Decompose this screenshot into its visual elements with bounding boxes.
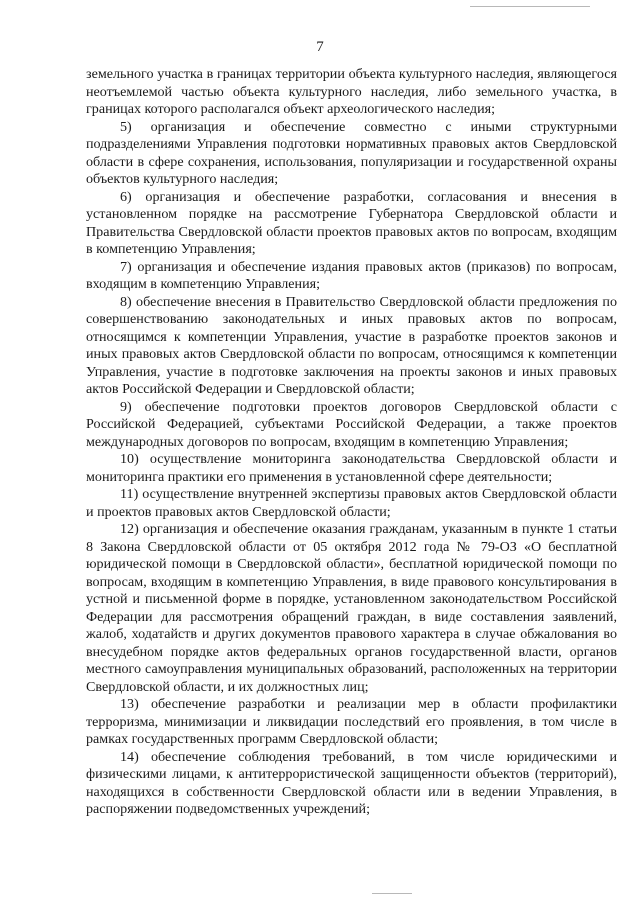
document-body xyxy=(86,66,617,819)
paragraph-item-7: 7) организация и обеспечение издания правовых актов (приказов) по вопросам, входящим в компетенцию Управления; xyxy=(86,258,617,292)
paragraph-item-10: 10) осуществление мониторинга законодательства Свердловской области и мониторинга практики его применения в установленной сфере деятельности; xyxy=(86,451,617,485)
paragraph-item-9: 9) обеспечение подготовки проектов договоров Свердловской области с Российской Федерацией, субъектами Российской Федерации, а также проектов международных договоров по вопросам, входящим в компетенцию Управления; xyxy=(86,398,617,450)
scan-artifact-line-bottom xyxy=(372,893,412,894)
paragraph-item-12: 12) организация и обеспечение оказания гражданам, указанным в пункте 1 статьи 8 Закона Свердловской области от 05 октября 2012 года № 79-ОЗ «О бесплатной юридической помощи в Свердловской области», бесплатной юридической помощи по вопросам, входящим в компетенцию Управления, в виде правового консультирования в устной и письменной форме в порядке, установленном законодательством Российской Федерации для рассмотрения обращений граждан, в виде составления заявлений, жалоб, ходатайств и других документов правового характера в случае обжалования во внесудебном порядке актов федеральных органов государственной власти, органов местного самоуправления муниципальных образований, расположенных на территории Свердловской области, и их должностных лиц; xyxy=(86,521,617,695)
paragraph-item-13: 13) обеспечение разработки и реализации мер в области профилактики терроризма, минимизации и ликвидации последствий его проявления, в том числе в рамках государственных программ Свердловской области; xyxy=(86,696,617,747)
paragraph-continuation: земельного участка в границах территории объекта культурного наследия, являющегося неотъемлемой частью объекта культурного наследия, либо земельного участка, в границах которого располагался объект археологического наследия; xyxy=(86,66,617,117)
scan-artifact-line-top xyxy=(470,6,590,7)
paragraph-item-8: 8) обеспечение внесения в Правительство Свердловской области предложения по совершенствованию законодательных и иных правовых актов по вопросам, относящимся к компетенции Управления, участие в разработке проектов законов и иных правовых актов Свердловской области по вопросам, относящимся к компетенции Управления, участие в подготовке заключения на проекты законов и иных правовых актов Российской Федерации и Свердловской области; xyxy=(86,293,617,397)
paragraph-item-5: 5) организация и обеспечение совместно с иными структурными подразделениями Управления подготовки нормативных правовых актов Свердловской области в сфере сохранения, использования, популяризации и государственной охраны объектов культурного наследия; xyxy=(86,118,617,187)
paragraph-item-11: 11) осуществление внутренней экспертизы правовых актов Свердловской области и проектов правовых актов Свердловской области; xyxy=(86,486,617,520)
paragraph-item-14: 14) обеспечение соблюдения требований, в том числе юридическими и физическими лицами, к антитеррористической защищенности объектов (территорий), находящихся в собственности Свердловской области или в ведении Управления, в распоряжении подведомственных учреждений; xyxy=(86,748,617,817)
page-number: 7 xyxy=(316,39,324,55)
paragraph-item-6: 6) организация и обеспечение разработки, согласования и внесения в установленном порядке на рассмотрение Губернатора Свердловской области и Правительства Свердловской области проектов правовых актов по вопросам, входящим в компетенцию Управления; xyxy=(86,188,617,257)
